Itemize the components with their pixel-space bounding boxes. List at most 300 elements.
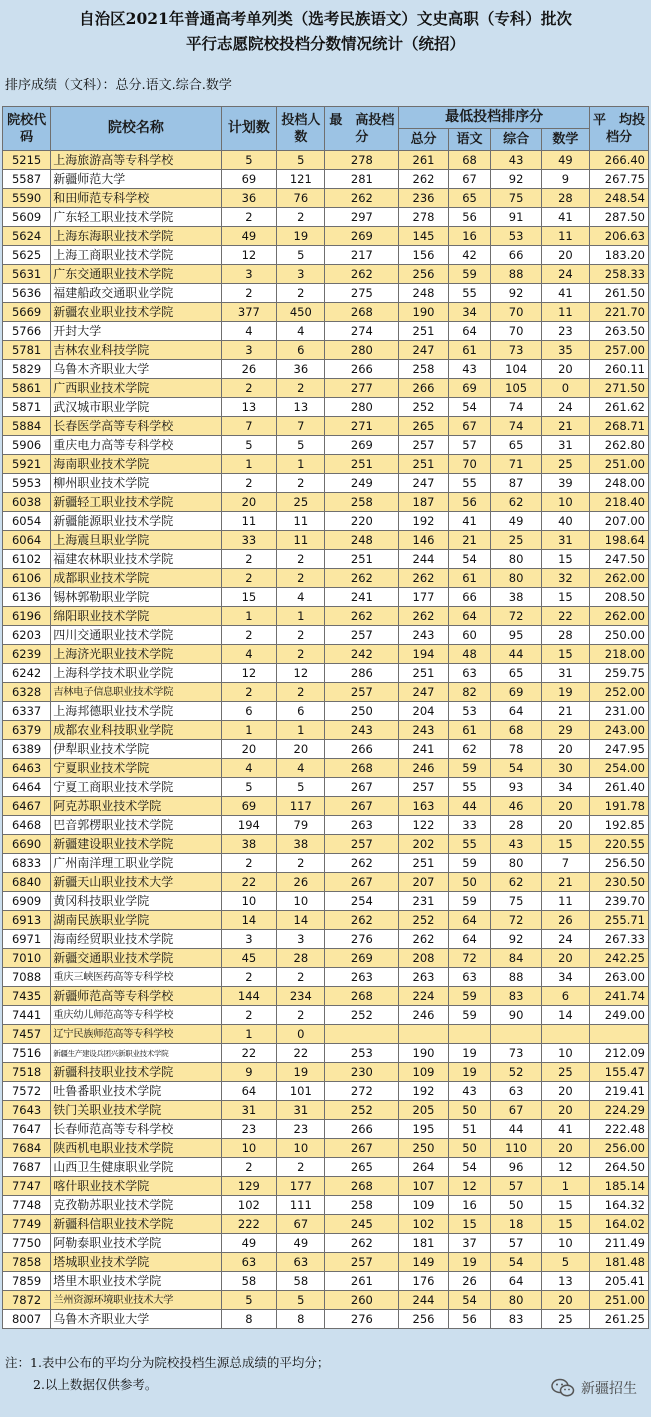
table-row [3,664,649,683]
cell-admitted: 38 [277,835,325,854]
header-chinese: 语文 [448,129,491,151]
cell-name: 吉林电子信息职业技术学院 [51,683,221,702]
cell-max: 267 [325,797,399,816]
cell-plan: 12 [221,246,277,265]
cell-math: 15 [541,1215,589,1234]
cell-code: 6913 [3,911,51,930]
cell-name: 成都农业科技职业学院 [51,721,221,740]
table-row [3,797,649,816]
cell-plan: 9 [221,1063,277,1082]
cell-avg: 259.75 [590,664,649,683]
cell-max: 280 [325,398,399,417]
cell-max: 262 [325,569,399,588]
cell-plan: 1 [221,607,277,626]
table-row [3,341,649,360]
cell-name: 福建农林职业技术学院 [51,550,221,569]
cell-comprehensive: 80 [491,569,541,588]
cell-chinese: 34 [448,303,491,322]
cell-plan: 2 [221,626,277,645]
cell-admitted: 49 [277,1234,325,1253]
cell-plan: 2 [221,968,277,987]
cell-plan: 49 [221,1234,277,1253]
cell-avg: 230.50 [590,873,649,892]
cell-plan: 22 [221,873,277,892]
cell-code: 6463 [3,759,51,778]
cell-total: 262 [399,930,448,949]
cell-total: 109 [399,1196,448,1215]
cell-avg: 218.00 [590,645,649,664]
cell-comprehensive: 92 [491,284,541,303]
cell-chinese: 55 [448,284,491,303]
cell-code: 7435 [3,987,51,1006]
cell-chinese: 26 [448,1272,491,1291]
cell-comprehensive: 71 [491,455,541,474]
cell-total: 146 [399,531,448,550]
cell-avg: 264.50 [590,1158,649,1177]
table-row [3,949,649,968]
cell-total: 251 [399,854,448,873]
cell-total [399,1025,448,1044]
cell-chinese: 42 [448,246,491,265]
cell-math: 35 [541,341,589,360]
cell-avg: 271.50 [590,379,649,398]
wechat-icon [551,1378,575,1398]
table-row [3,892,649,911]
table-row [3,550,649,569]
cell-math: 20 [541,816,589,835]
cell-chinese: 60 [448,626,491,645]
cell-plan: 2 [221,379,277,398]
cell-math: 41 [541,208,589,227]
cell-math: 25 [541,1310,589,1329]
cell-max: 267 [325,1139,399,1158]
cell-admitted: 2 [277,284,325,303]
cell-comprehensive: 80 [491,1291,541,1310]
table-row [3,512,649,531]
cell-max: 277 [325,379,399,398]
cell-code: 6102 [3,550,51,569]
cell-total: 256 [399,1310,448,1329]
cell-max: 245 [325,1215,399,1234]
cell-math: 31 [541,531,589,550]
cell-math: 40 [541,512,589,531]
cell-admitted: 22 [277,1044,325,1063]
cell-chinese: 62 [448,740,491,759]
cell-code: 5636 [3,284,51,303]
cell-comprehensive: 69 [491,683,541,702]
cell-name: 武汉城市职业学院 [51,398,221,417]
cell-admitted: 450 [277,303,325,322]
cell-total: 248 [399,284,448,303]
cell-total: 181 [399,1234,448,1253]
header-name: 院校名称 [51,107,221,151]
cell-chinese: 70 [448,455,491,474]
cell-math: 20 [541,949,589,968]
cell-math: 20 [541,1139,589,1158]
cell-plan: 7 [221,417,277,436]
cell-total: 177 [399,588,448,607]
cell-code: 7748 [3,1196,51,1215]
cell-code: 6464 [3,778,51,797]
cell-plan: 20 [221,493,277,512]
cell-plan: 144 [221,987,277,1006]
cell-code: 7749 [3,1215,51,1234]
cell-avg: 185.14 [590,1177,649,1196]
cell-avg: 251.00 [590,455,649,474]
cell-math: 21 [541,873,589,892]
cell-code: 5884 [3,417,51,436]
cell-avg: 247.95 [590,740,649,759]
cell-comprehensive: 57 [491,1177,541,1196]
cell-max: 257 [325,626,399,645]
cell-admitted: 2 [277,1006,325,1025]
cell-avg: 257.00 [590,341,649,360]
cell-name: 新疆能源职业技术学院 [51,512,221,531]
cell-max: 257 [325,1253,399,1272]
table-row [3,1215,649,1234]
cell-plan: 5 [221,436,277,455]
cell-total: 252 [399,398,448,417]
cell-total: 251 [399,664,448,683]
cell-avg: 218.40 [590,493,649,512]
cell-avg: 242.25 [590,949,649,968]
table-row [3,1272,649,1291]
cell-math: 39 [541,474,589,493]
cell-name: 绵阳职业技术学院 [51,607,221,626]
cell-admitted: 58 [277,1272,325,1291]
cell-name: 新疆交通职业技术学院 [51,949,221,968]
cell-admitted: 26 [277,873,325,892]
cell-total: 122 [399,816,448,835]
table-row [3,1063,649,1082]
cell-chinese: 50 [448,1101,491,1120]
cell-admitted: 79 [277,816,325,835]
title-line-1: 自治区2021年普通高考单列类（选考民族语文）文史高职（专科）批次 [79,9,572,28]
cell-plan: 2 [221,1006,277,1025]
table-row [3,474,649,493]
cell-max: 250 [325,702,399,721]
cell-code: 5861 [3,379,51,398]
cell-code: 6239 [3,645,51,664]
cell-max: 217 [325,246,399,265]
cell-chinese: 59 [448,759,491,778]
cell-avg: 198.64 [590,531,649,550]
cell-admitted: 14 [277,911,325,930]
cell-total: 202 [399,835,448,854]
cell-max: 265 [325,1158,399,1177]
cell-math: 20 [541,1082,589,1101]
cell-code: 5871 [3,398,51,417]
cell-max: 274 [325,322,399,341]
cell-chinese: 56 [448,1310,491,1329]
cell-code: 6136 [3,588,51,607]
cell-max: 249 [325,474,399,493]
cell-name: 陕西机电职业技术学院 [51,1139,221,1158]
cell-avg: 287.50 [590,208,649,227]
cell-total: 190 [399,1044,448,1063]
cell-plan: 129 [221,1177,277,1196]
cell-plan: 102 [221,1196,277,1215]
cell-admitted: 63 [277,1253,325,1272]
cell-plan: 194 [221,816,277,835]
cell-plan: 1 [221,455,277,474]
cell-math: 19 [541,683,589,702]
cell-avg: 155.47 [590,1063,649,1082]
cell-comprehensive: 87 [491,474,541,493]
cell-name: 柳州职业技术学院 [51,474,221,493]
cell-chinese: 12 [448,1177,491,1196]
cell-chinese: 61 [448,721,491,740]
cell-math: 25 [541,455,589,474]
cell-name: 新疆师范大学 [51,170,221,189]
cell-admitted: 5 [277,151,325,170]
table-row [3,987,649,1006]
cell-avg: 211.49 [590,1234,649,1253]
cell-chinese: 59 [448,892,491,911]
cell-name: 长春医学高等专科学校 [51,417,221,436]
cell-total: 109 [399,1063,448,1082]
cell-math: 15 [541,645,589,664]
cell-chinese: 64 [448,911,491,930]
cell-name: 吐鲁番职业技术学院 [51,1082,221,1101]
cell-math: 5 [541,1253,589,1272]
cell-comprehensive: 88 [491,265,541,284]
cell-code: 5631 [3,265,51,284]
cell-code: 6196 [3,607,51,626]
cell-code: 6909 [3,892,51,911]
cell-plan: 377 [221,303,277,322]
cell-chinese: 63 [448,968,491,987]
cell-math: 29 [541,721,589,740]
cell-code: 6379 [3,721,51,740]
brand-name: 新疆招生 [581,1381,637,1397]
cell-code: 7858 [3,1253,51,1272]
cell-name: 喀什职业技术学院 [51,1177,221,1196]
cell-comprehensive: 72 [491,607,541,626]
cell-avg: 262.00 [590,607,649,626]
cell-avg: 263.50 [590,322,649,341]
cell-avg: 262.00 [590,569,649,588]
cell-name: 上海工商职业技术学院 [51,246,221,265]
cell-admitted: 25 [277,493,325,512]
cell-name: 伊犁职业技术学院 [51,740,221,759]
cell-math: 20 [541,1101,589,1120]
cell-plan: 22 [221,1044,277,1063]
cell-chinese: 19 [448,1044,491,1063]
cell-max: 241 [325,588,399,607]
cell-comprehensive: 54 [491,759,541,778]
footnote-1: 注：1.表中公布的平均分为院校投档生源总成绩的平均分； [5,1355,330,1370]
cell-total: 187 [399,493,448,512]
cell-chinese: 44 [448,797,491,816]
cell-name: 广东轻工职业技术学院 [51,208,221,227]
cell-avg: 222.48 [590,1120,649,1139]
cell-max: 280 [325,341,399,360]
cell-code: 7647 [3,1120,51,1139]
cell-max: 263 [325,816,399,835]
cell-total: 263 [399,968,448,987]
cell-admitted: 13 [277,398,325,417]
cell-plan: 4 [221,645,277,664]
table-row [3,1006,649,1025]
cell-total: 204 [399,702,448,721]
cell-max: 260 [325,1291,399,1310]
header-avg: 平 均投档分 [590,107,649,151]
header-admitted: 投档人数 [277,107,325,151]
cell-admitted: 2 [277,569,325,588]
cell-plan: 49 [221,227,277,246]
cell-max: 248 [325,531,399,550]
cell-comprehensive: 25 [491,531,541,550]
cell-max: 286 [325,664,399,683]
cell-max: 281 [325,170,399,189]
table-row [3,208,649,227]
table-row [3,379,649,398]
cell-comprehensive: 73 [491,341,541,360]
cell-name: 新疆天山职业技术大学 [51,873,221,892]
table-row [3,246,649,265]
cell-admitted: 23 [277,1120,325,1139]
cell-comprehensive: 78 [491,740,541,759]
cell-max: 263 [325,968,399,987]
table-row [3,1044,649,1063]
cell-chinese: 54 [448,398,491,417]
cell-math: 49 [541,151,589,170]
cell-avg: 231.00 [590,702,649,721]
cell-admitted: 8 [277,1310,325,1329]
table-row [3,284,649,303]
table-row [3,911,649,930]
cell-admitted: 36 [277,360,325,379]
cell-total: 278 [399,208,448,227]
cell-plan: 2 [221,550,277,569]
cell-math: 41 [541,1120,589,1139]
cell-avg: 219.41 [590,1082,649,1101]
cell-code: 7684 [3,1139,51,1158]
cell-admitted: 2 [277,683,325,702]
cell-avg [590,1025,649,1044]
cell-plan: 2 [221,569,277,588]
cell-code: 7516 [3,1044,51,1063]
cell-math: 24 [541,398,589,417]
cell-code: 6468 [3,816,51,835]
cell-avg: 261.62 [590,398,649,417]
cell-chinese: 55 [448,474,491,493]
cell-max: 266 [325,740,399,759]
footnotes [5,1352,329,1396]
cell-comprehensive: 83 [491,987,541,1006]
cell-code: 6337 [3,702,51,721]
cell-plan: 13 [221,398,277,417]
table-body [3,151,649,1329]
cell-math: 15 [541,550,589,569]
cell-admitted: 10 [277,1139,325,1158]
table-row [3,626,649,645]
cell-avg: 266.40 [590,151,649,170]
cell-plan: 12 [221,664,277,683]
cell-max: 262 [325,265,399,284]
cell-comprehensive: 64 [491,702,541,721]
cell-name: 开封大学 [51,322,221,341]
cell-admitted: 1 [277,607,325,626]
cell-chinese: 43 [448,1082,491,1101]
cell-name: 成都职业技术学院 [51,569,221,588]
cell-name: 新疆建设职业技术学院 [51,835,221,854]
cell-math: 1 [541,1177,589,1196]
cell-avg: 224.29 [590,1101,649,1120]
cell-math: 7 [541,854,589,873]
cell-name: 兰州资源环境职业技术大学 [51,1291,221,1310]
cell-admitted: 2 [277,854,325,873]
cell-math: 15 [541,835,589,854]
cell-plan: 33 [221,531,277,550]
cell-chinese: 48 [448,645,491,664]
cell-math: 10 [541,1234,589,1253]
cell-chinese: 66 [448,588,491,607]
cell-comprehensive: 44 [491,645,541,664]
cell-total: 247 [399,474,448,493]
cell-plan: 10 [221,892,277,911]
cell-max: 275 [325,284,399,303]
table-row [3,740,649,759]
cell-admitted: 5 [277,246,325,265]
cell-name: 上海旅游高等专科学校 [51,151,221,170]
cell-name: 上海科学技术职业学院 [51,664,221,683]
cell-math: 24 [541,930,589,949]
cell-math: 14 [541,1006,589,1025]
cell-code: 7750 [3,1234,51,1253]
cell-admitted: 4 [277,759,325,778]
cell-avg: 183.20 [590,246,649,265]
cell-plan: 2 [221,683,277,702]
cell-max: 266 [325,1120,399,1139]
cell-plan: 2 [221,284,277,303]
cell-avg: 268.71 [590,417,649,436]
cell-admitted: 1 [277,455,325,474]
cell-name: 巴音郭楞职业技术学院 [51,816,221,835]
cell-comprehensive: 74 [491,398,541,417]
cell-total: 264 [399,1158,448,1177]
cell-total: 244 [399,1291,448,1310]
cell-total: 231 [399,892,448,911]
cell-total: 256 [399,265,448,284]
cell-chinese [448,1025,491,1044]
cell-comprehensive: 43 [491,835,541,854]
cell-name: 上海东海职业技术学院 [51,227,221,246]
cell-admitted: 4 [277,322,325,341]
cell-comprehensive: 65 [491,664,541,683]
cell-plan: 2 [221,474,277,493]
cell-avg: 256.00 [590,1139,649,1158]
cell-comprehensive: 62 [491,493,541,512]
cell-max: 262 [325,911,399,930]
cell-max: 269 [325,949,399,968]
cell-max: 276 [325,930,399,949]
cell-name: 海南职业技术学院 [51,455,221,474]
table-row [3,778,649,797]
table-row [3,1101,649,1120]
cell-comprehensive: 95 [491,626,541,645]
cell-chinese: 61 [448,569,491,588]
cell-avg: 262.80 [590,436,649,455]
cell-comprehensive: 62 [491,873,541,892]
cell-math: 11 [541,303,589,322]
cell-admitted: 2 [277,1158,325,1177]
cell-max: 297 [325,208,399,227]
cell-total: 246 [399,1006,448,1025]
cell-code: 6038 [3,493,51,512]
cell-total: 247 [399,683,448,702]
